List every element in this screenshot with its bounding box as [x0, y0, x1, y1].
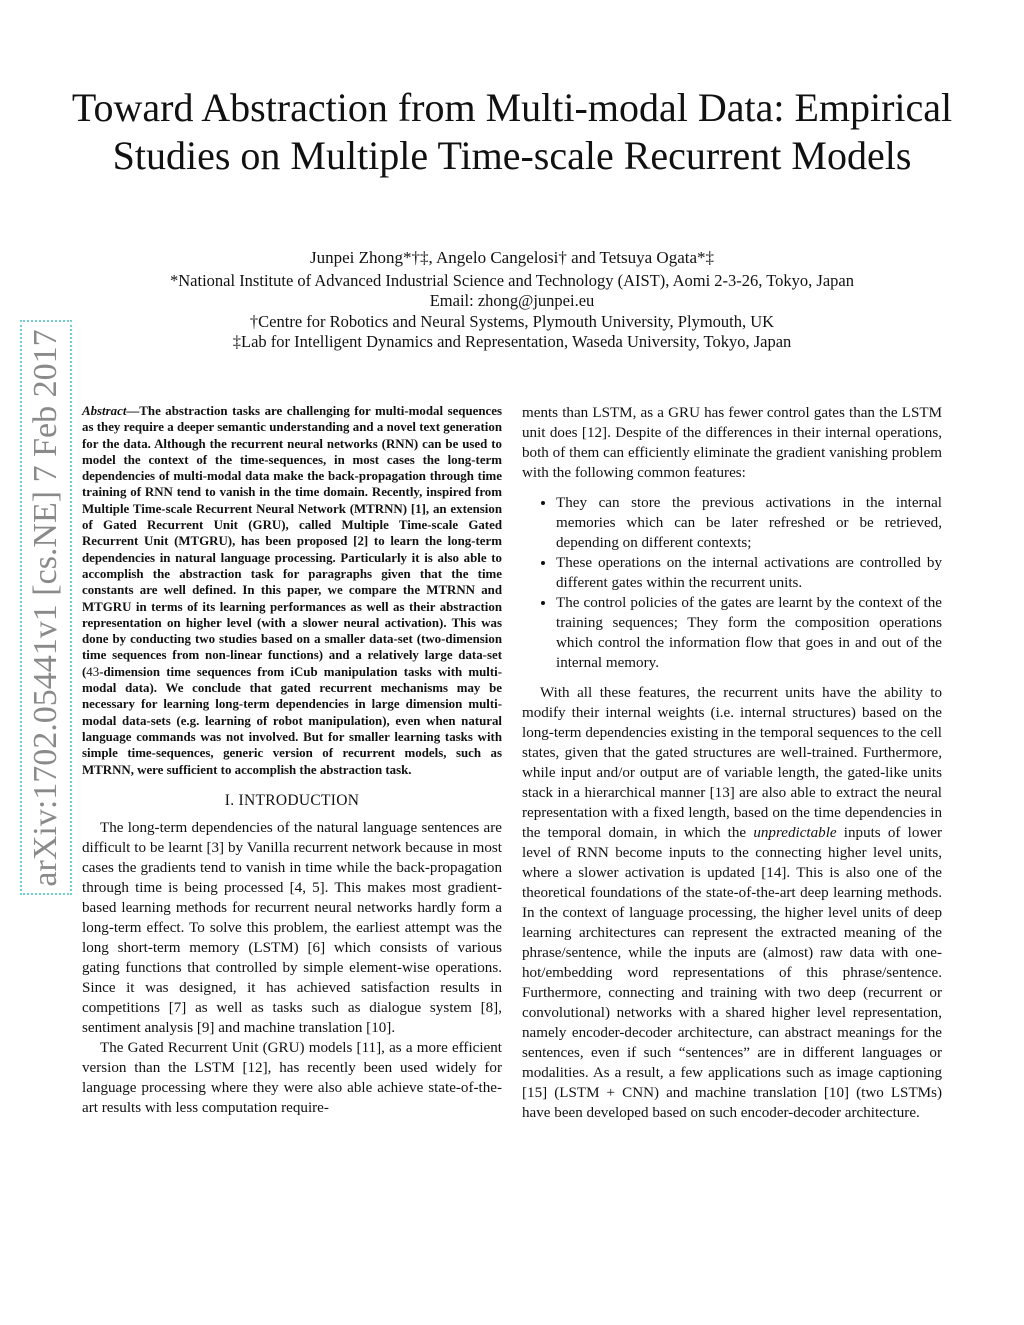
abstract-text: The abstraction tasks are challenging for multi-modal sequences as they require a deeper semantic understanding and a novel text generation for the data. Although the recurrent neural networks (RNN) can be used to model the context of the time-sequences, in most cases the long-term dependencies of multi-modal data make the back-propagation through time training of RNN tend to vanish in the time domain. Recently, inspired from Multiple Time-scale Recurrent Neural Network (MTRNN) [1], an extension of Gated Recurrent Unit (GRU), called Multiple Time-scale Gated Recurrent Unit (MTGRU), has been proposed [2] to learn the long-term dependencies in natural language processing. Particularly it is also able to accomplish the abstraction task for paragraphs given that the time constants are well defined. In this paper, we compare the MTRNN and MTGRU in terms of its learning performances as well as their abstraction representation on higher level (with a slower neural activation). This was done by conducting two studies based on a smaller data-set (two-dimension time sequences from non-linear functions) and a relatively large data-set ( — [82, 404, 502, 679]
list-item: • They can store the previous activations in the internal memories which can be later refreshed or be retrieved, depending on different contexts; — [556, 493, 942, 553]
affiliation-aist: *National Institute of Advanced Industrial Science and Technology (AIST), Aomi 2-3-26, Tokyo, Japan — [170, 270, 854, 290]
abstract-dimension-value: 43 — [86, 664, 100, 679]
features-text-a: With all these features, the recurrent units have the ability to modify their internal weights (i.e. internal structures) based on the long-term dependencies existing in the temporal sequences to the cell states, given that the gated structures are well-trained. Furthermore, while input and/or output are of variable length, the gated-like units stack in a hierarchical manner [13] are also able to extract the neural representation with a fixed length, based on the time dependencies in the temporal domain, in which the — [522, 685, 942, 841]
author-block — [60, 248, 964, 353]
right-column — [522, 403, 942, 1123]
affiliation-plymouth: †Centre for Robotics and Neural Systems, Plymouth University, Plymouth, UK — [249, 311, 775, 331]
arxiv-watermark — [20, 320, 72, 895]
features-list — [522, 493, 942, 673]
author-names: Junpei Zhong*†‡, Angelo Cangelosi† and Tetsuya Ogata*‡ — [309, 248, 715, 267]
affiliation-waseda: ‡Lab for Intelligent Dynamics and Representation, Waseda University, Tokyo, Japan — [232, 332, 792, 351]
section-heading-introduction: I. INTRODUCTION — [224, 791, 360, 809]
left-column — [82, 403, 502, 1118]
list-item: • These operations on the internal activations are controlled by different gates within the recurrent units. — [556, 553, 942, 593]
abstract-label: Abstract — [82, 404, 127, 418]
features-paragraph — [522, 683, 942, 1123]
list-item: • The control policies of the gates are learnt by the context of the training sequences; They form the composition operations which control the information flow that goes in and out of the internal memory. — [556, 593, 942, 673]
unpredictable-emphasis: unpredictable — [753, 825, 837, 841]
intro-paragraph-1: The long-term dependencies of the natural language sentences are difficult to be learnt [3] by Vanilla recurrent network because in most cases the gradients tend to vanish in time while the back-propagation through time is being processed [4, 5]. This makes most gradient-based learning methods for recurrent neural networks hardly form a long-term effect. To solve this problem, the earliest attempt was the long short-term memory (LSTM) [6] which consists of various gating functions that controlled by simple element-wise operations. Since it was designed, it has achieved satisfaction results in competitions [7] as well as tasks such as dialogue system [8], sentiment analysis [9] and machine translation [10]. — [82, 819, 502, 1036]
author-email: Email: zhong@junpei.eu — [429, 291, 595, 310]
gru-paragraph-continued: ments than LSTM, as a GRU has fewer control gates than the LSTM unit does [12]. Despite of the differences in their internal operations, both of them can efficiently eliminate the gradient vanishing problem with the following common features: — [522, 405, 942, 481]
features-text-b: inputs of lower level of RNN become inputs to the connecting higher level units, where a slower activation is updated [14]. This is also one of the theoretical foundations of the state-of-the-art deep learning methods. In the context of language processing, the higher level units of deep learning architectures can represent the extracted meaning of the phrase/sentence, while the inputs are (almost) raw data with one-hot/embedding word representations of this phrase/sentence. Furthermore, connecting and training with two deep (recurrent or convolutional) networks with a shared higher level representation, namely encoder-decoder architecture, can abstract meanings for the sentences, even if such “sentences” are in different languages or modalities. As a result, a few applications such as image captioning [15] (LSTM + CNN) and machine translation [10] (two LSTMs) have been developed based on such encoder-decoder architecture. — [522, 825, 942, 1121]
intro-paragraph-2: The Gated Recurrent Unit (GRU) models [11], as a more efficient version than the LSTM [12], has recently been used widely for language processing where they were also able achieve state-of-the-art results with less computation require- — [82, 1039, 502, 1116]
arxiv-identifier: arXiv:1702.05441v1 [cs.NE] 7 Feb 2017 — [27, 328, 64, 887]
abstract-dash: — — [126, 404, 140, 418]
paper-title: Toward Abstraction from Multi-modal Data: Empirical Studies on Multiple Time-scale Recurrent Models — [71, 85, 953, 178]
abstract — [82, 403, 502, 778]
abstract-text-end: -dimension time sequences from iCub manipulation tasks with multi-modal data). We conclude that gated recurrent mechanisms may be necessary for learning long-term dependencies in large dimension multi-modal data-sets (e.g. learning of robot manipulation), even when natural language commands was not involved. But for smaller learning tasks with simple time-sequences, generic version of recurrent models, such as MTRNN, were sufficient to accomplish the abstraction task. — [82, 664, 502, 777]
